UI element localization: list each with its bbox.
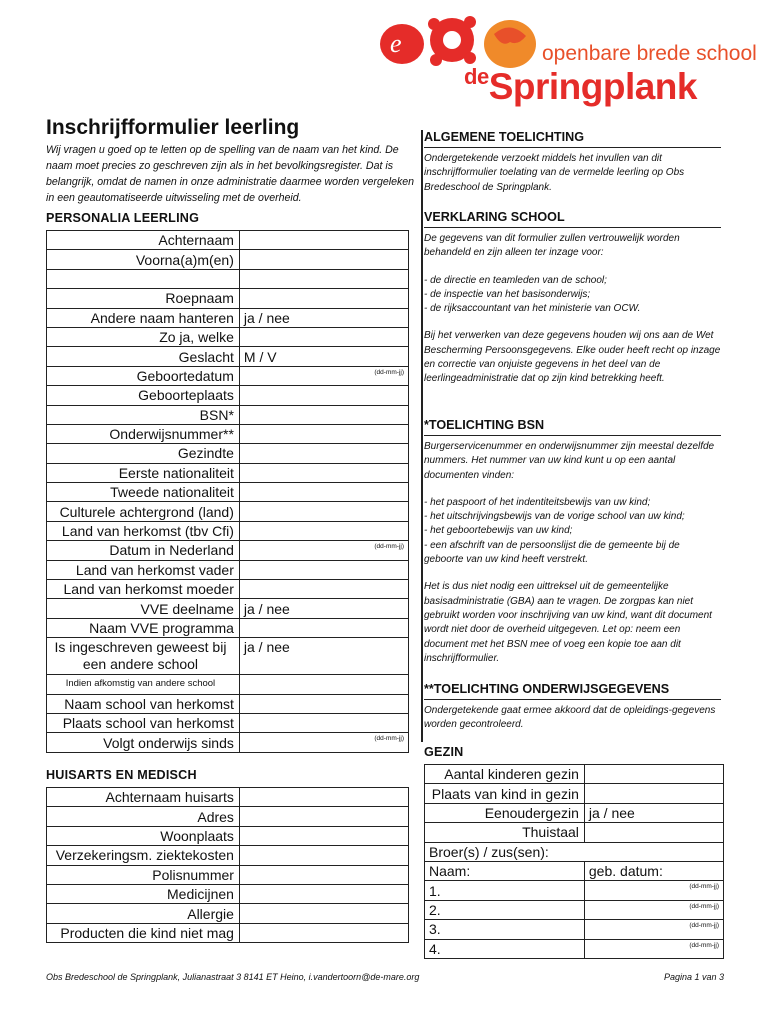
logo-figures-icon (376, 14, 546, 74)
huisarts-field[interactable] (239, 846, 408, 865)
ingeschreven-row (47, 638, 409, 675)
siblings-row (425, 842, 724, 861)
herkomst-row (47, 713, 409, 732)
footer-address: Obs Bredeschool de Springplank, Julianastraat 3 8141 ET Heino, i.vandertoorn@de-mare.org (46, 972, 420, 982)
huisarts-label: Producten die kind niet mag (47, 923, 240, 942)
sibling-number: 2. (429, 901, 441, 918)
sibling-row (425, 881, 724, 900)
logo-subtitle: openbare brede school (542, 42, 757, 65)
sibling-number: 4. (429, 940, 441, 957)
sibling-row (425, 939, 724, 958)
personalia-row (47, 463, 409, 482)
intro-text: Wij vragen u goed op te letten op de spelling van de naam van het kind. De naam moet precies zo geschreven zijn als in het bevolkingsregister. Dat is belangrijk, omdat de namen in onze administratie daarmee worden vergeleken in een geautomatiseerde uitwisseling met de overheid. (46, 144, 415, 204)
personalia-row-label: Onderwijsnummer** (47, 424, 240, 443)
personalia-row-label: Geslacht (47, 347, 240, 366)
personalia-row-field[interactable] (239, 250, 408, 269)
afkomstig-field (239, 675, 408, 694)
personalia-row-field[interactable] (239, 347, 408, 366)
personalia-row (47, 599, 409, 618)
personalia-row-field[interactable] (239, 541, 408, 560)
siblings-label: Broer(s) / zus(sen): (425, 842, 724, 861)
herkomst-row (47, 694, 409, 713)
personalia-row-label: VVE deelname (47, 599, 240, 618)
ingeschreven-field[interactable] (239, 638, 408, 675)
field-value: ja / nee (243, 309, 290, 326)
huisarts-label: Woonplaats (47, 826, 240, 845)
sibling-date-header: geb. datum: (584, 861, 723, 880)
personalia-row (47, 327, 409, 346)
afkomstig-label: Indien afkomstig van andere school (47, 675, 240, 694)
personalia-row-label: Datum in Nederland (47, 541, 240, 560)
page-title: Inschrijfformulier leerling (46, 116, 300, 139)
huisarts-row (47, 788, 409, 807)
personalia-row-field[interactable] (239, 308, 408, 327)
personalia-row (47, 483, 409, 502)
personalia-row-label: Achternaam (47, 231, 240, 250)
personalia-row-label: Land van herkomst vader (47, 560, 240, 579)
personalia-row-field[interactable] (239, 560, 408, 579)
personalia-row (47, 541, 409, 560)
personalia-row-label: Voorna(a)m(en) (47, 250, 240, 269)
verklaring-text-2: Bij het verwerken van deze gegevens houden wij ons aan de Wet Bescherming Persoonsgegevens. Elke ouder heeft recht op inzage en correctie van onjuiste gegevens in het deel van de leerlingeadministratie dat op zijn kind betrekking heeft. (424, 330, 721, 385)
huisarts-row (47, 846, 409, 865)
huisarts-row (47, 904, 409, 923)
huisarts-field[interactable] (239, 923, 408, 942)
personalia-row (47, 386, 409, 405)
gezin-heading: GEZIN (424, 745, 464, 759)
personalia-row-field[interactable] (239, 483, 408, 502)
sibling-row (425, 920, 724, 939)
personalia-row-field[interactable] (239, 405, 408, 424)
list-item: - het geboortebewijs van uw kind; (424, 525, 573, 537)
huisarts-field[interactable] (239, 788, 408, 807)
personalia-row-label: Land van herkomst (tbv Cfi) (47, 521, 240, 540)
gezin-row-field[interactable] (584, 823, 723, 842)
bsn-text: Burgerservicenummer en onderwijsnummer zijn meestal dezelfde nummers. Het nummer van uw kind kunt u op een aantal documenten vinden: (424, 441, 715, 481)
personalia-row-field[interactable] (239, 444, 408, 463)
date-format-hint: (dd-mm-jj) (374, 368, 404, 376)
svg-text:e: e (390, 29, 402, 58)
personalia-row-label: Roepnaam (47, 289, 240, 308)
sibling-date-field[interactable] (584, 939, 723, 958)
date-format-hint: (dd-mm-jj) (689, 922, 719, 930)
verklaring-school (424, 210, 721, 387)
school-logo (376, 14, 757, 114)
huisarts-field[interactable] (239, 826, 408, 845)
gezin-row-label: Eenoudergezin (425, 803, 585, 822)
personalia-row (47, 521, 409, 540)
personalia-row-field[interactable] (239, 386, 408, 405)
sibling-date-field[interactable] (584, 881, 723, 900)
herkomst-row-label: Naam school van herkomst (47, 694, 240, 713)
huisarts-row (47, 826, 409, 845)
huisarts-field[interactable] (239, 807, 408, 826)
column-divider (421, 130, 423, 742)
personalia-row-field[interactable] (239, 269, 408, 288)
personalia-row-field[interactable] (239, 618, 408, 637)
personalia-row-label: Tweede nationaliteit (47, 483, 240, 502)
herkomst-row-label: Volgt onderwijs sinds (47, 733, 240, 752)
personalia-row-label: Culturele achtergrond (land) (47, 502, 240, 521)
sibling-row (425, 900, 724, 919)
list-item: - de rijksaccountant van het ministerie van OCW. (424, 303, 641, 315)
field-value: ja / nee (243, 600, 290, 617)
sibling-name-field[interactable] (425, 900, 585, 919)
gezin-row-label: Plaats van kind in gezin (425, 784, 585, 803)
onderwijs-heading: **TOELICHTING ONDERWIJSGEGEVENS (424, 682, 721, 700)
personalia-row-field[interactable] (239, 502, 408, 521)
huisarts-field[interactable] (239, 904, 408, 923)
gezin-row (425, 784, 724, 803)
bsn-list (424, 496, 721, 567)
huisarts-row (47, 884, 409, 903)
gezin-row-field[interactable] (584, 784, 723, 803)
personalia-row (47, 250, 409, 269)
personalia-row (47, 560, 409, 579)
personalia-row (47, 424, 409, 443)
personalia-row (47, 502, 409, 521)
gezin-row-label: Thuistaal (425, 823, 585, 842)
personalia-row (47, 405, 409, 424)
algemene-heading: ALGEMENE TOELICHTING (424, 130, 721, 148)
sibling-number: 1. (429, 882, 441, 899)
gezin-row (425, 765, 724, 784)
personalia-row-label: Naam VVE programma (47, 618, 240, 637)
bsn-heading: *TOELICHTING BSN (424, 418, 721, 436)
list-item: - het uitschrijvingsbewijs van de vorige school van uw kind; (424, 511, 685, 523)
herkomst-row (47, 733, 409, 752)
huisarts-label: Achternaam huisarts (47, 788, 240, 807)
gezin-row-label: Aantal kinderen gezin (425, 765, 585, 784)
huisarts-label: Adres (47, 807, 240, 826)
sibling-name-field[interactable] (425, 881, 585, 900)
toelichting-onderwijs (424, 682, 721, 733)
date-format-hint: (dd-mm-jj) (374, 735, 404, 743)
logo-title: $^{de}$Springplank (464, 64, 697, 107)
date-format-hint: (dd-mm-jj) (689, 941, 719, 949)
huisarts-field[interactable] (239, 884, 408, 903)
personalia-row-label: Zo ja, welke (47, 327, 240, 346)
algemene-toelichting (424, 130, 721, 195)
sibling-date-field[interactable] (584, 920, 723, 939)
huisarts-heading: HUISARTS EN MEDISCH (46, 768, 197, 782)
page-number: Pagina 1 van 3 (663, 972, 724, 982)
date-format-hint: (dd-mm-jj) (689, 902, 719, 910)
gezin-row (425, 803, 724, 822)
herkomst-row-field[interactable] (239, 694, 408, 713)
personalia-row-label: Eerste nationaliteit (47, 463, 240, 482)
verklaring-list (424, 274, 721, 317)
huisarts-label: Medicijnen (47, 884, 240, 903)
personalia-row (47, 269, 409, 288)
verklaring-heading: VERKLARING SCHOOL (424, 210, 721, 228)
list-item: - een afschrift van de persoonslijst die de gemeente bij de geboorte van uw kind heeft verstrekt. (424, 539, 680, 566)
personalia-row-field[interactable] (239, 366, 408, 385)
toelichting-bsn (424, 418, 721, 666)
personalia-row (47, 366, 409, 385)
huisarts-field[interactable] (239, 865, 408, 884)
date-format-hint: (dd-mm-jj) (689, 883, 719, 891)
sibling-number: 3. (429, 921, 441, 938)
ingeschreven-label: Is ingeschreven geweest bij een andere school (47, 638, 240, 675)
personalia-row-label: Land van herkomst moeder (47, 580, 240, 599)
personalia-row (47, 347, 409, 366)
verklaring-text: De gegevens van dit formulier zullen vertrouwelijk worden behandeld en zijn alleen ter inzage voor: (424, 233, 680, 259)
personalia-row-field[interactable] (239, 289, 408, 308)
field-value: ja / nee (588, 804, 635, 821)
sibling-name-field[interactable] (425, 939, 585, 958)
personalia-row (47, 308, 409, 327)
herkomst-row-field[interactable] (239, 713, 408, 732)
personalia-row (47, 231, 409, 250)
gezin-row (425, 823, 724, 842)
personalia-row-field[interactable] (239, 599, 408, 618)
personalia-row-field[interactable] (239, 424, 408, 443)
gezin-table (424, 764, 724, 959)
personalia-row-label: Andere naam hanteren (47, 308, 240, 327)
huisarts-label: Verzekeringsm. ziektekosten (47, 846, 240, 865)
afkomstig-row (47, 675, 409, 694)
personalia-row (47, 580, 409, 599)
herkomst-row-field[interactable] (239, 733, 408, 752)
field-value: M / V (243, 348, 277, 365)
sibling-name-header: Naam: (425, 861, 585, 880)
list-item: - de directie en teamleden van de school; (424, 274, 607, 286)
personalia-row-field[interactable] (239, 580, 408, 599)
sibling-name-field[interactable] (425, 920, 585, 939)
huisarts-row (47, 807, 409, 826)
personalia-row-label (47, 269, 240, 288)
personalia-row-field[interactable] (239, 463, 408, 482)
personalia-row-label: Gezindte (47, 444, 240, 463)
huisarts-table (46, 787, 409, 943)
field-value: ja / nee (243, 639, 290, 656)
huisarts-row (47, 865, 409, 884)
personalia-row (47, 289, 409, 308)
bsn-text-2: Het is dus niet nodig een uittreksel uit de gemeentelijke basisadministratie (GBA) aan te vragen. De zorgpas kan niet gebruikt worden voor inschrijving van uw kind, want dit document wordt niet door de overheid uitgegeven. Let op: neem een document met het BSN mee of voeg een kopie toe aan dit inschrijfformulier. (424, 581, 712, 664)
algemene-text: Ondergetekende verzoekt middels het invullen van dit inschrijfformulier toelating van de vermelde leerling op Obs Bredeschool de Springplank. (424, 153, 685, 193)
sibling-date-field[interactable] (584, 900, 723, 919)
personalia-row-field[interactable] (239, 521, 408, 540)
personalia-row-field[interactable] (239, 327, 408, 346)
gezin-row-field[interactable] (584, 803, 723, 822)
personalia-row (47, 444, 409, 463)
list-item: - de inspectie van het basisonderwijs; (424, 288, 591, 300)
gezin-row-field[interactable] (584, 765, 723, 784)
huisarts-row (47, 923, 409, 942)
personalia-row (47, 618, 409, 637)
huisarts-label: Allergie (47, 904, 240, 923)
personalia-row-label: BSN* (47, 405, 240, 424)
personalia-row-label: Geboortedatum (47, 366, 240, 385)
personalia-table (46, 230, 409, 753)
list-item: - het paspoort of het indentiteitsbewijs van uw kind; (424, 496, 651, 508)
personalia-row-field[interactable] (239, 231, 408, 250)
personalia-row-label: Geboorteplaats (47, 386, 240, 405)
personalia-heading: PERSONALIA LEERLING (46, 211, 200, 225)
date-format-hint: (dd-mm-jj) (374, 543, 404, 551)
huisarts-label: Polisnummer (47, 865, 240, 884)
herkomst-row-label: Plaats school van herkomst (47, 713, 240, 732)
onderwijs-text: Ondergetekende gaat ermee akkoord dat de opleidings-gegevens worden gecontroleerd. (424, 705, 716, 731)
siblings-header-row (425, 861, 724, 880)
